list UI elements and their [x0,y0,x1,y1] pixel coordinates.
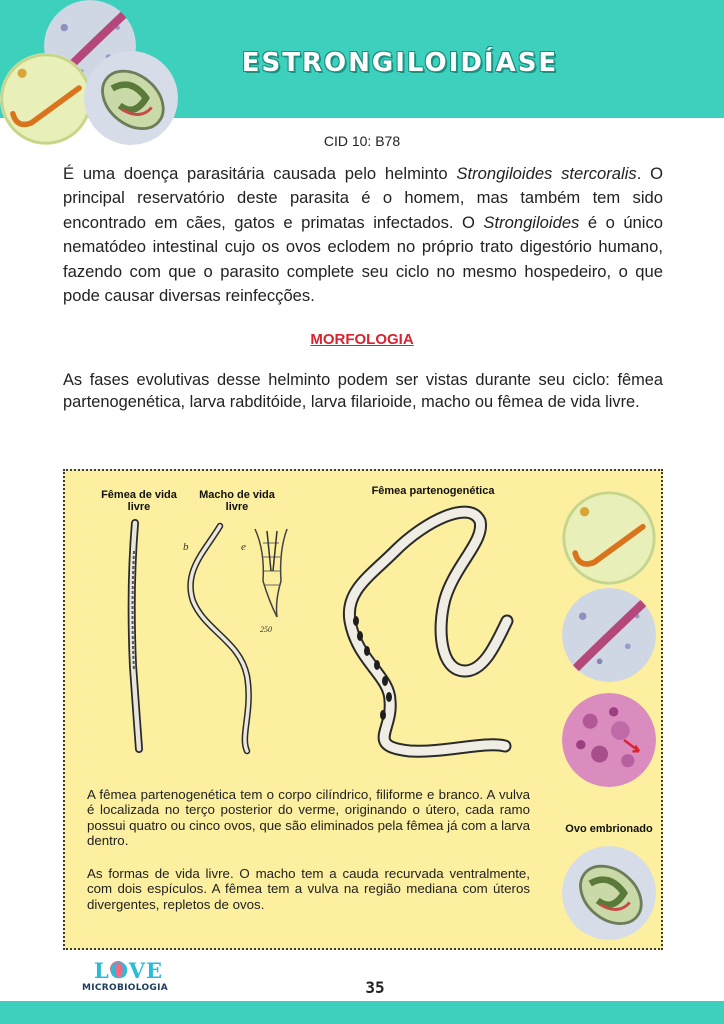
morphology-info-box [63,469,663,950]
logo-bottom-text: MICROBIOLOGIA [82,983,169,993]
intro-species: Strongiloides stercoralis [456,164,637,183]
page-number: 35 [365,978,385,997]
label-embryonated-egg: Ovo embrionado [565,823,653,835]
intro-text-3: é o único nematódeo intestinal cujo os ovos eclodem no próprio trato digestório humano, fazendo com que o parasito complete seu ciclo no mesmo hospedeiro, o que pode causar diversas reinfecções. [63,212,663,306]
intro-text-1: É uma doença parasitária causada pelo helminto [63,164,457,183]
header-micrograph-orange-larva [0,53,92,145]
male-tail-detail-drawing [255,529,287,617]
intro-genus: Strongiloides [483,212,580,232]
figure-letter-e: e [241,541,246,553]
label-free-living-female: Fêmea de vida livre [101,489,177,513]
phases-paragraph: As fases evolutivas desse helminto podem ser vistas durante seu ciclo: fêmea partenogenética, larva rabditóide, larva filarioide, macho ou fêmea de vida livre. [63,371,663,411]
love-microbiologia-logo [82,958,168,998]
page-title: ESTRONGILOIDÍASE [241,48,559,78]
parthenogenetic-female-drawing [349,512,507,751]
figure-scale-mark: 250 [260,625,272,634]
footer-band [0,1001,724,1024]
label-parthenogenetic-female: Fêmea partenogenética [371,485,495,497]
parthenogenetic-female-description: A fêmea partenogenética tem o corpo cilíndrico, filiforme e branco. A vulva é localizada no terço posterior do verme, originando o útero, cada ramo possui quatro ou cinco ovos, que são eliminados pela fêmea já com a larva dentro. [87,787,530,849]
intro-paragraph [63,162,663,308]
logo-top-text: LOVE [94,958,163,983]
figure-letter-b: b [183,541,189,553]
free-living-forms-description: As formas de vida livre. O macho tem a cauda recurvada ventralmente, com dois espículos. A fêmea tem a vulva na região mediana com úteros divergentes, repletos de ovos. [87,866,530,912]
section-heading-morfologia: MORFOLOGIA [310,331,414,348]
micrograph-filarioid-larva [562,588,656,682]
worm-illustrations [65,471,535,771]
intro-text-2: . O principal reservatório deste parasita é o homem, mas também tem sido encontrado em cães, gatos e primatas infectados. O [63,164,663,232]
cid-code: CID 10: B78 [323,133,401,149]
micrograph-rhabditoid-larva [562,491,656,585]
free-living-female-drawing [132,523,139,749]
header-micrograph-embryonated-egg [84,51,178,145]
micrograph-embryonated-egg [562,846,656,940]
label-free-living-male: Macho de vida livre [199,489,275,513]
micrograph-tissue-section [562,693,656,787]
free-living-male-drawing [190,526,248,751]
